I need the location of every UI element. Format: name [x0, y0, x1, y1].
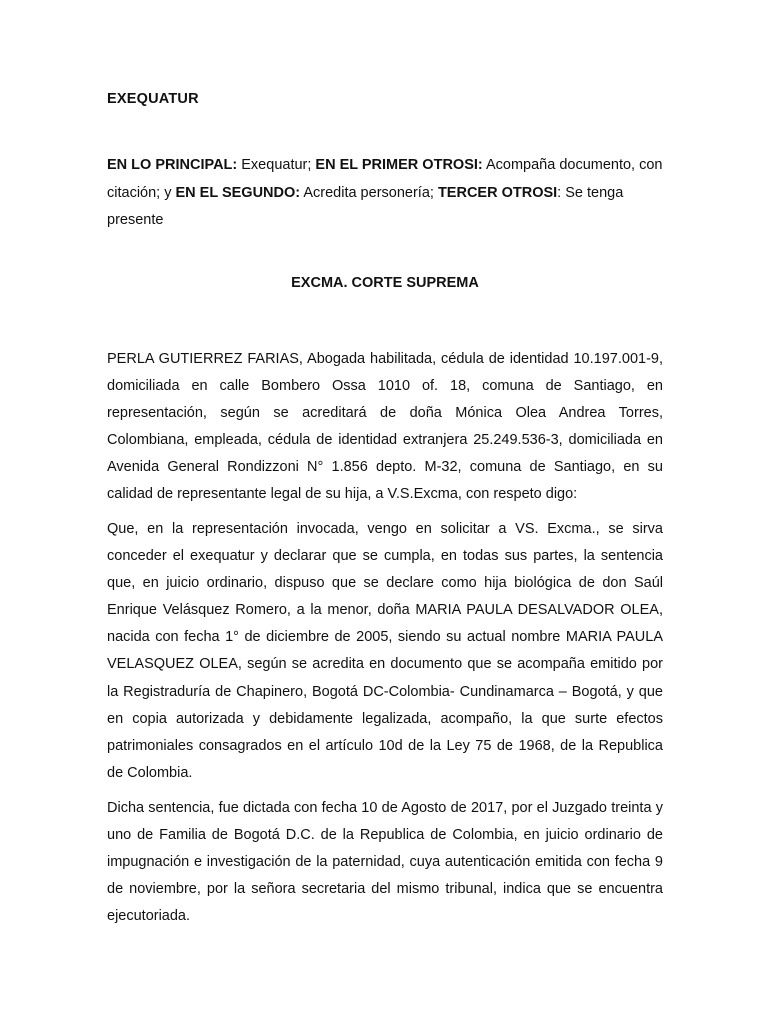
paragraph-request: Que, en la representación invocada, vengo en solicitar a VS. Excma., se sirva conceder el exequatur y declarar que se cumpla, en todas sus partes, la sentencia que, en juicio ordinario, dispuso que se declare como hija biológica de don Saúl Enrique Velásquez Romero, a la menor, doña MARIA PAULA DESALVADOR OLEA, nacida con fecha 1° de diciembre de 2005, siendo su actual nombre MARIA PAULA VELASQUEZ OLEA, según se acredita en documento que se acompaña emitido por la Registraduría de Chapinero, Bogotá DC-Colombia- Cundinamarca – Bogotá, y que en copia autorizada y debidamente legalizada, acompaño, la que surte efectos patrimoniales consagrados en el artículo 10d de la Ley 75 de 1968, de la Republica de Colombia. [107, 521, 663, 781]
paragraph-sentence: Dicha sentencia, fue dictada con fecha 10 de Agosto de 2017, por el Juzgado treinta y uno de Familia de Bogotá D.C. de la Republica de Colombia, en juicio ordinario de impugnación e investigación de la paternidad, cuya autenticación emitida con fecha 9 de noviembre, por la señora secretaria del mismo tribunal, indica que se encuentra ejecutoriada. [107, 800, 663, 925]
principal-text: Exequatur; [237, 157, 316, 173]
primer-otrosi-label: EN EL PRIMER OTROSI: [315, 157, 483, 173]
segundo-text: Acredita personería; [300, 184, 438, 201]
tercer-otrosi-label: TERCER OTROSI [437, 184, 558, 201]
segundo-label: EN EL SEGUNDO: [175, 184, 301, 201]
addressee-heading: EXCMA. CORTE SUPREMA [291, 275, 479, 291]
document-summary [107, 152, 663, 235]
document-title: EXEQUATUR [107, 91, 199, 107]
primer-otrosi-text: Acompaña documento, con citación; y [107, 157, 663, 201]
tercer-otrosi-text: : Se tenga presente [107, 184, 624, 228]
paragraph-appearance: PERLA GUTIERREZ FARIAS, Abogada habilitada, cédula de identidad 10.197.001-9, domiciliada en calle Bombero Ossa 1010 of. 18, comuna de Santiago, en representación, según se acreditará de doña Mónica Olea Andrea Torres, Colombiana, empleada, cédula de identidad extranjera 25.249.536-3, domiciliada en Avenida General Rondizzoni N° 1.856 depto. M-32, comuna de Santiago, en su calidad de representante legal de su hija, a V.S.Excma, con respeto digo: [107, 351, 663, 503]
principal-label: EN LO PRINCIPAL: [107, 157, 238, 173]
